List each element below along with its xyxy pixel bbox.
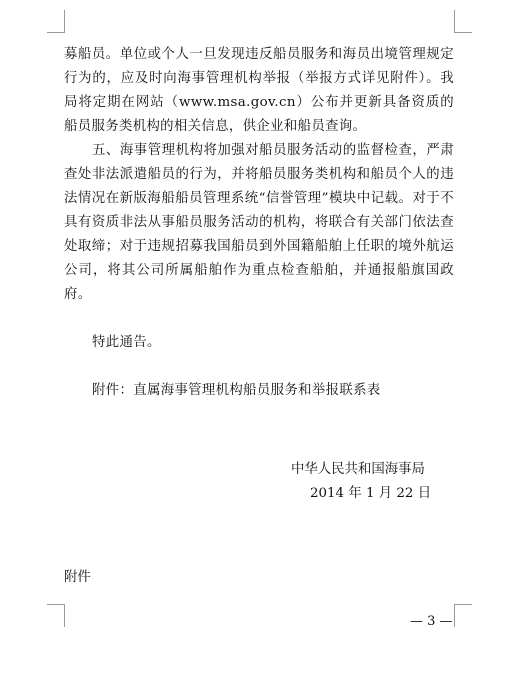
paragraph-item-five: 五、海事管理机构将加强对船员服务活动的监督检查，严肃查处非法派遣船员的行为，并将船员服务类机构和船员个人的违法情况在新版海船船员管理系统“信誉管理”模块中记载。对于不具有资质非法从事船员服务活动的机构，将联合有关部门依法查处取缔；对于违规招募我国船员到外国籍船舶上任职的境外航运公司，将其公司所属船舶作为重点检查船舶，并通报船旗国政府。 [64, 143, 454, 302]
issue-date: 2014 年 1 月 22 日 [310, 486, 432, 501]
blank-line [64, 307, 454, 331]
paragraph-continued: 募船员。单位或个人一旦发现违反船员服务和海员出境管理规定行为的，应及时向海事管理机构举报（举报方式详见附件）。我局将定期在网站（www.msa.gov.cn）公布并更新具备资质的船员服务类机构的相关信息，供企业和船员查询。 [64, 47, 454, 134]
appendix-label: 附件 [64, 570, 91, 585]
crop-mark-top-left [47, 10, 65, 33]
crop-mark-bottom-right [454, 604, 472, 627]
crop-mark-bottom-left [47, 604, 65, 627]
attachment-reference: 附件：直属海事管理机构船员服务和举报联系表 [92, 383, 381, 398]
signature-block [291, 458, 451, 506]
closing-remark: 特此通告。 [92, 335, 161, 350]
notice-body [64, 43, 454, 403]
page-number: — 3 — [410, 614, 453, 629]
issuing-authority: 中华人民共和国海事局 [291, 462, 425, 477]
crop-mark-top-right [454, 10, 472, 33]
blank-line [64, 355, 454, 379]
